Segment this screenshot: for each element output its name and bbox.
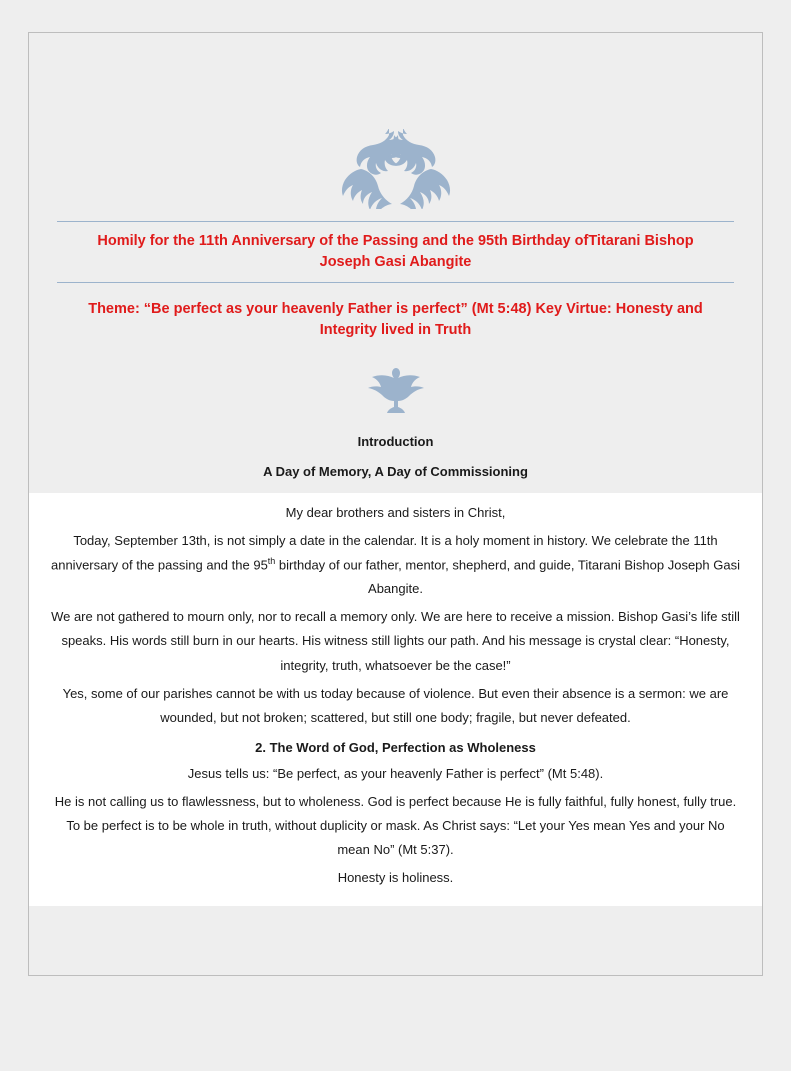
subheading: A Day of Memory, A Day of Commissioning: [263, 464, 528, 480]
page-title: Homily for the 11th Anniversary of the Passing and the 95th Birthday ofTitarani Bishop Joseph Gasi Abangite: [97, 233, 694, 270]
paragraph-1: [49, 529, 742, 601]
document-page: [28, 32, 763, 976]
paragraph-1-part-a: Today, September 13th, is not simply a date in the calendar. It is a holy moment in history. We celebrate the 11th anniversary of the passing and the 95: [50, 532, 718, 573]
paragraph-6: Honesty is holiness.: [337, 869, 454, 885]
body-text-panel: [29, 493, 762, 906]
paragraph-5: He is not calling us to flawlessness, but to wholeness. God is perfect because He is fully faithful, fully honest, fully true. To be perfect is to be whole in truth, without duplicity or mask. As Christ says: “Let your Yes mean Yes and your No mean No” (Mt 5:37).: [54, 793, 737, 857]
dove-ornament: [43, 364, 748, 424]
section-2-heading: 2. The Word of God, Perfection as Wholeness: [255, 739, 536, 755]
ordinal-suffix: th: [267, 556, 276, 566]
theme-line: Theme: “Be perfect as your heavenly Father is perfect” (Mt 5:48) Key Virtue: Honesty and Integrity lived in Truth: [88, 301, 703, 338]
paragraph-4: Jesus tells us: “Be perfect, as your heavenly Father is perfect” (Mt 5:48).: [187, 765, 604, 781]
document-inner: [29, 129, 762, 1071]
paragraph-2: We are not gathered to mourn only, nor to recall a memory only. We are here to receive a mission. Bishop Gasi’s life still speaks. His words still burn in our hearts. His witness still lights our path. And his message is crystal clear: “Honesty, integrity, truth, whatsoever be the case!”: [51, 609, 740, 673]
floral-flourish-ornament: [43, 129, 748, 221]
introduction-heading: Introduction: [357, 434, 434, 450]
paragraph-3: Yes, some of our parishes cannot be with us today because of violence. But even their absence is a sermon: we are wounded, but not broken; scattered, but still one body; fragile, but never defeated.: [62, 685, 729, 725]
salutation-paragraph: My dear brothers and sisters in Christ,: [285, 504, 506, 520]
paragraph-1-part-b: birthday of our father, mentor, shepherd, and guide, Titarani Bishop Joseph Gasi Abangite.: [275, 557, 740, 597]
